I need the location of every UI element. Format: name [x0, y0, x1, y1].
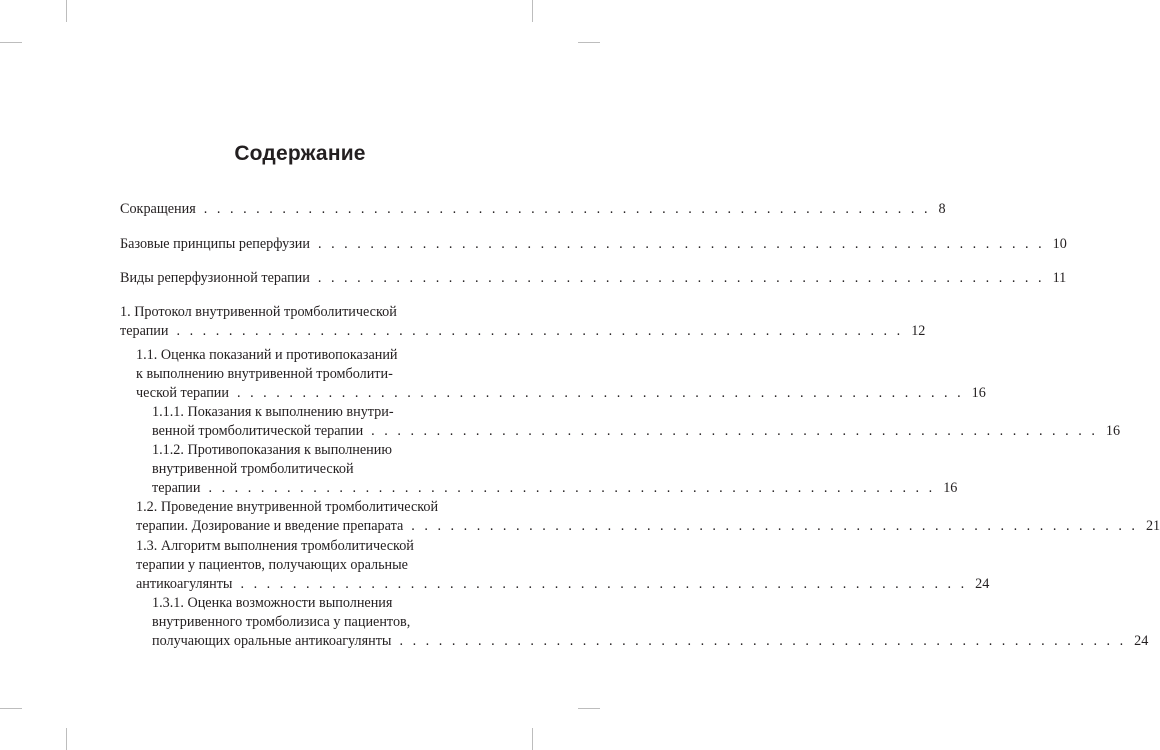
toc-entry[interactable] — [120, 200, 946, 219]
toc-page-number: 11 — [1052, 270, 1067, 286]
dot-leader: . . . . . . . . . . . . . . . . . . . . . . . . . . . . . . . . . . . . . . . . . . . . . . . . . . . . . . . . — [317, 236, 1045, 252]
crop-mark — [0, 42, 22, 43]
crop-mark — [578, 708, 600, 709]
crop-mark — [532, 0, 533, 22]
crop-mark — [66, 0, 67, 22]
toc-entry[interactable] — [136, 537, 990, 594]
crop-mark — [66, 728, 67, 750]
crop-mark — [578, 42, 600, 43]
toc-entry-text: 1. Протокол внутривенной тромболитической — [120, 304, 397, 320]
toc-entry[interactable] — [152, 403, 1121, 441]
dot-leader: . . . . . . . . . . . . . . . . . . . . . . . . . . . . . . . . . . . . . . . . . . . . . . . . . . . . . . . . — [203, 201, 931, 217]
dot-leader: . . . . . . . . . . . . . . . . . . . . . . . . . . . . . . . . . . . . . . . . . . . . . . . . . . . . . . . . — [371, 423, 1098, 439]
toc-page-number: 24 — [975, 576, 990, 592]
dot-leader: . . . . . . . . . . . . . . . . . . . . . . . . . . . . . . . . . . . . . . . . . . . . . . . . . . . . . . . . — [399, 633, 1127, 649]
toc-entry-text: к выполнению внутривенной тромболити- — [136, 366, 393, 382]
toc-entry-text: ческой терапии — [136, 385, 229, 401]
dot-leader: . . . . . . . . . . . . . . . . . . . . . . . . . . . . . . . . . . . . . . . . . . . . . . . . . . . . . . . . — [236, 385, 964, 401]
toc-page-number: 16 — [943, 480, 958, 496]
toc-page-number: 10 — [1052, 236, 1067, 252]
toc-entry-text: 1.3. Алгоритм выполнения тромболитической — [136, 538, 414, 554]
toc-entry-text: терапии — [120, 323, 169, 339]
dot-leader: . . . . . . . . . . . . . . . . . . . . . . . . . . . . . . . . . . . . . . . . . . . . . . . . . . . . . . . . — [176, 323, 904, 339]
toc-page-number: 12 — [911, 323, 926, 339]
page-title: Содержание — [234, 142, 366, 165]
dot-leader: . . . . . . . . . . . . . . . . . . . . . . . . . . . . . . . . . . . . . . . . . . . . . . . . . . . . . . . . — [317, 270, 1045, 286]
toc-entry-text: 1.1.1. Показания к выполнению внутри- — [152, 404, 394, 420]
toc-entry-text: терапии. Дозирование и введение препарата — [136, 518, 404, 534]
toc-entry-text: 1.2. Проведение внутривенной тромболитической — [136, 499, 439, 515]
dot-leader: . . . . . . . . . . . . . . . . . . . . . . . . . . . . . . . . . . . . . . . . . . . . . . . . . . . . . . . . — [240, 576, 968, 592]
toc-entry[interactable] — [136, 346, 986, 403]
toc-page-number: 16 — [1105, 423, 1121, 439]
toc-entry-text: внутривенной тромболитической — [152, 461, 354, 477]
toc-entry-text: антикоагулянты — [136, 576, 233, 592]
toc-entry-text: Виды реперфузионной терапии — [120, 270, 310, 286]
toc-entry[interactable] — [120, 269, 1067, 288]
toc-entry[interactable] — [120, 235, 1067, 254]
toc-entry[interactable] — [152, 441, 958, 498]
toc-entry-text: 1.1.2. Противопоказания к выполнению — [152, 442, 392, 458]
crop-mark — [532, 728, 533, 750]
toc-entry-text: 1.1. Оценка показаний и противопоказаний — [136, 347, 398, 363]
dot-leader: . . . . . . . . . . . . . . . . . . . . . . . . . . . . . . . . . . . . . . . . . . . . . . . . . . . . . . . . — [208, 480, 936, 496]
toc-entry-text: Базовые принципы реперфузии — [120, 236, 310, 252]
toc-page-number: 16 — [971, 385, 986, 401]
toc-page-number: 21 — [1145, 518, 1160, 534]
toc-entry-text: 1.3.1. Оценка возможности выполнения — [152, 595, 393, 611]
toc-entry[interactable] — [136, 498, 1160, 536]
toc-entry-text: Сокращения — [120, 201, 196, 217]
crop-mark — [0, 708, 22, 709]
toc-entry[interactable] — [152, 594, 1149, 651]
toc-page-number: 24 — [1134, 633, 1149, 649]
toc-entry-text: венной тромболитической терапии — [152, 423, 364, 439]
dot-leader: . . . . . . . . . . . . . . . . . . . . . . . . . . . . . . . . . . . . . . . . . . . . . . . . . . . . . . . . — [411, 518, 1138, 534]
toc-entry-text: внутривенного тромболизиса у пациентов, — [152, 614, 411, 630]
toc-page-number: 8 — [938, 201, 946, 217]
toc-entry-text: терапии — [152, 480, 201, 496]
toc-entry-text: терапии у пациентов, получающих оральные — [136, 557, 408, 573]
toc-entry[interactable] — [120, 303, 926, 341]
toc-entry-text: получающих оральные антикоагулянты — [152, 633, 392, 649]
